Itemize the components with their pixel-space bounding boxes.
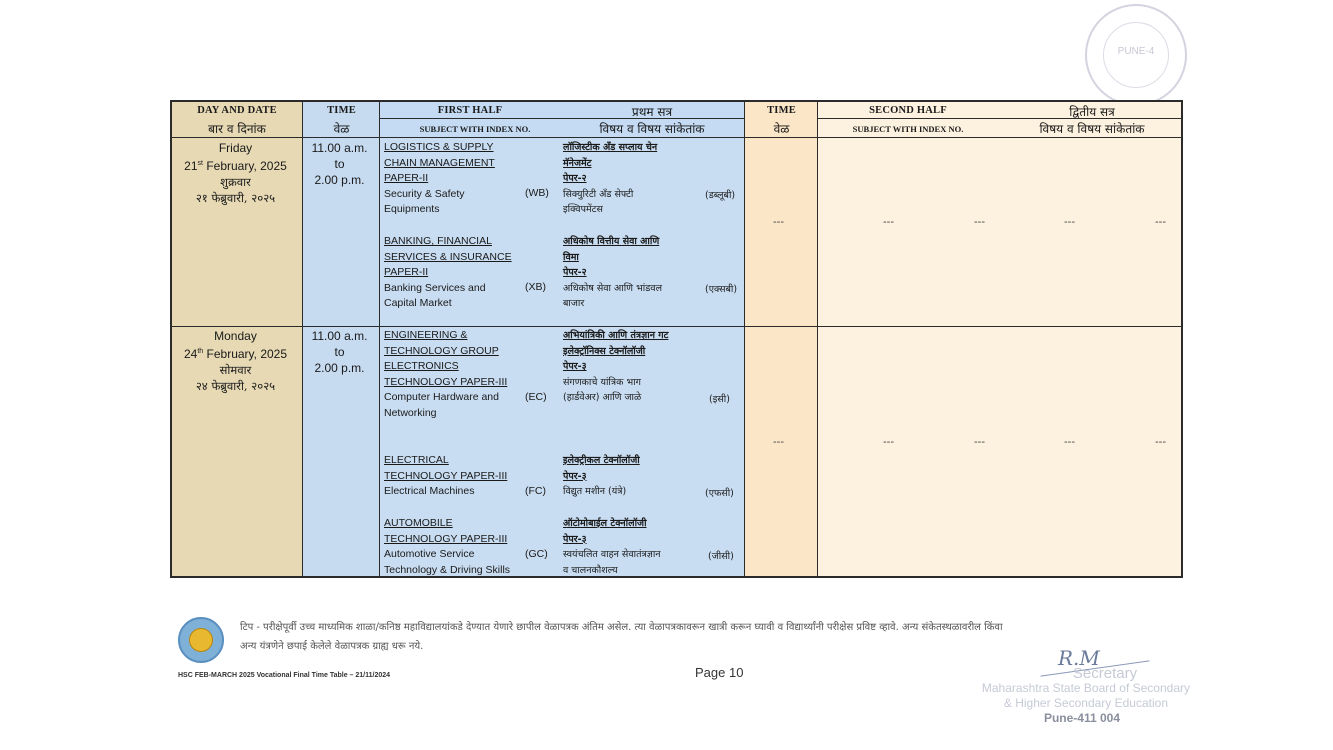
row1-date-mr: २१ फेब्रुवारी, २०२५ — [195, 191, 276, 205]
second-half-empty: --- — [1155, 436, 1166, 448]
second-time-empty: --- — [773, 436, 784, 448]
page-number: Page 10 — [695, 665, 744, 680]
second-half-empty: --- — [883, 216, 894, 228]
subject-block-banking-mr: अधिकोष वित्तीय सेवा आणि विमा पेपर-२ अधिकोष सेवा आणि भांडवल बाजार — [563, 236, 663, 310]
index-code: (FC) — [525, 485, 546, 497]
divider — [744, 102, 745, 576]
header-second-half: SECOND HALF — [869, 105, 947, 116]
header-second-half-mr: द्वितीय सत्र — [1069, 105, 1115, 119]
second-half-empty: --- — [974, 216, 985, 228]
subject-block-electrical: ELECTRICAL TECHNOLOGY PAPER-III Electrical Machines — [384, 454, 508, 498]
secretary-stamp: Secretary Maharashtra State Board of Secondary & Higher Secondary Education Pune-411 004 — [981, 665, 1190, 725]
row1-day: Friday — [218, 141, 253, 155]
second-time-column — [745, 102, 818, 576]
index-code: (EC) — [525, 391, 547, 403]
header-day-date: DAY AND DATE — [197, 105, 277, 116]
footer-note-line2: अन्य यंत्रणेने छपाई केलेले वेळापत्रक ग्राह्य धरू नये. — [240, 641, 424, 652]
divider — [379, 102, 380, 576]
index-code-mr: (डब्लूबी) — [705, 190, 736, 201]
header-time2-mr: वेळ — [773, 122, 790, 136]
divider — [172, 326, 1181, 327]
subject-block-electrical-mr: इलेक्ट्रीकल टेक्नॉलॉजी पेपर-३ विद्युत मशीन (यंत्रे) — [563, 455, 640, 498]
subject-block-electronics: ENGINEERING & TECHNOLOGY GROUP ELECTRONICS TECHNOLOGY PAPER-III Computer Hardware and Networking — [384, 329, 508, 419]
header-day-date-mr: बार व दिनांक — [208, 122, 266, 136]
header-time: TIME — [327, 105, 356, 116]
header-subject-index2-mr: विषय व विषय सांकेतांक — [1039, 122, 1145, 136]
index-code-mr: (एक्सबी) — [705, 284, 738, 295]
footer-note-line1: टिप - परीक्षेपूर्वी उच्च माध्यमिक शाळा/कनिष्ठ महाविद्यालयांकडे देण्यात येणारे छापील वेळापत्रक अंतिम असेल. त्या वेळापत्रकावरून खात्री करून घ्यावी व विद्यार्थ्यांनी परीक्षेस प्रविष्ट व्हावे. अन्य संकेतस्थळावरील किंवा — [240, 622, 1003, 633]
subject-block-electronics-mr: अभियांत्रिकी आणि तंत्रज्ञान गट इलेक्ट्रॉनिक्स टेक्नॉलॉजी पेपर-३ संगणकाचे यांत्रिक भाग (हार्डवेअर) आणि जाळे — [563, 330, 669, 404]
header-time-mr: वेळ — [333, 122, 350, 136]
row1-day-mr: शुक्रवार — [220, 175, 251, 189]
divider — [817, 102, 818, 576]
row2-date-mr: २४ फेब्रुवारी, २०२५ — [195, 379, 276, 393]
divider — [172, 137, 1181, 138]
second-half-empty: --- — [1155, 216, 1166, 228]
document-reference: HSC FEB-MARCH 2025 Vocational Final Time Table – 21/11/2024 — [178, 672, 391, 679]
index-code-mr: (जीसी) — [708, 551, 734, 562]
subject-block-banking: BANKING, FINANCIAL SERVICES & INSURANCE PAPER-II Banking Services and Capital Market — [384, 235, 512, 310]
index-code: (XB) — [525, 281, 546, 293]
row2-time: 11.00 a.m. to 2.00 p.m. — [311, 329, 368, 375]
index-code-mr: (इसी) — [709, 394, 730, 405]
row2-date: 24th February, 2025 — [183, 347, 288, 361]
header-time2: TIME — [767, 105, 796, 116]
subject-block-logistics-mr: लॉजिस्टीक अँड सप्लाय चेन मॅनेजमेंट पेपर-२ सिक्युरिटी अँड सेफ्टी इक्विपमेंटस — [563, 142, 658, 216]
row1-day-date — [170, 140, 301, 206]
row2-day-date — [170, 328, 301, 394]
row2-day: Monday — [214, 329, 257, 343]
subject-block-automobile: AUTOMOBILE TECHNOLOGY PAPER-III Automotive Service Technology & Driving Skills — [384, 517, 511, 576]
seal-text: PUNE-4 — [1117, 46, 1155, 57]
second-half-empty: --- — [1064, 216, 1075, 228]
header-first-half-mr: प्रथम सत्र — [631, 105, 673, 119]
footer-note — [240, 618, 1180, 656]
board-logo — [178, 617, 224, 663]
subject-block-logistics: LOGISTICS & SUPPLY CHAIN MANAGEMENT PAPER-II Security & Safety Equipments — [384, 141, 495, 216]
second-half-column — [818, 102, 1181, 576]
subject-block-automobile-mr: ऑटोमोबाईल टेक्नॉलॉजी पेपर-३ स्वयंचलित वाहन सेवातंत्रज्ञान व चालनकौशल्य — [563, 518, 661, 576]
row2-day-mr: सोमवार — [219, 363, 252, 377]
signature: R.M — [1058, 646, 1100, 670]
second-half-empty: --- — [1064, 436, 1075, 448]
second-half-empty: --- — [974, 436, 985, 448]
row1-time: 11.00 a.m. to 2.00 p.m. — [311, 141, 368, 187]
header-subject-index2: SUBJECT WITH INDEX NO. — [852, 124, 964, 134]
row1-date: 21st February, 2025 — [184, 159, 287, 173]
second-time-empty: --- — [773, 216, 784, 228]
header-subject-index: SUBJECT WITH INDEX NO. — [419, 124, 531, 134]
index-code: (GC) — [525, 548, 548, 560]
board-seal — [1085, 4, 1187, 106]
header-subject-index-mr: विषय व विषय सांकेतांक — [599, 122, 705, 136]
index-code: (WB) — [525, 187, 549, 199]
index-code-mr: (एफसी) — [705, 488, 734, 499]
second-half-empty: --- — [883, 436, 894, 448]
header-first-half: FIRST HALF — [437, 105, 503, 116]
